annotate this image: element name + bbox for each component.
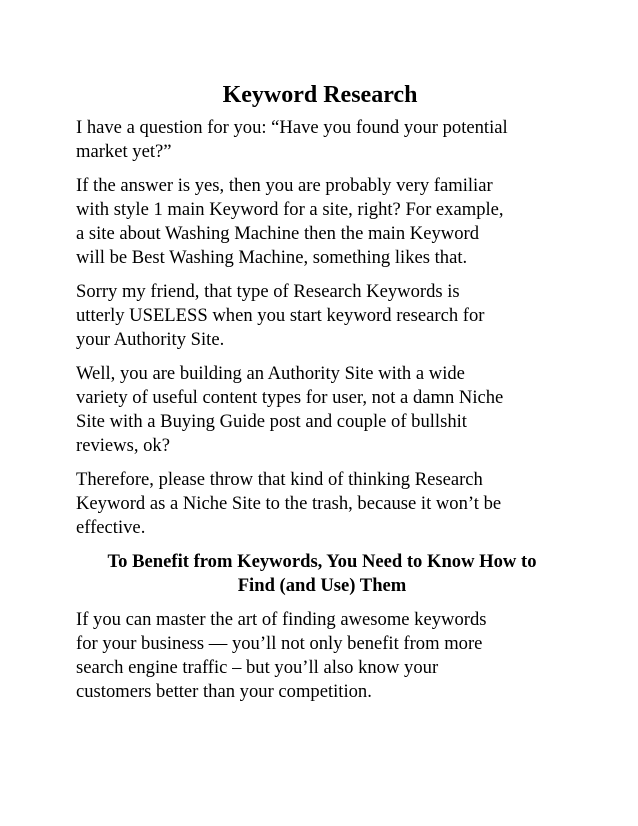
paragraph-line: with style 1 main Keyword for a site, right? For example, [76, 199, 504, 220]
paragraph-authority [76, 362, 568, 458]
paragraph-line: your Authority Site. [76, 329, 225, 350]
page-title: Keyword Research [222, 82, 418, 108]
paragraph-line: market yet?” [76, 141, 172, 162]
paragraph-line: variety of useful content types for user, not a damn Niche [76, 387, 504, 408]
paragraph-line: If you can master the art of finding awesome keywords [76, 609, 487, 630]
paragraph-line: search engine traffic – but you’ll also know your [76, 657, 439, 678]
paragraph-line: effective. [76, 517, 146, 538]
section-subheading [76, 550, 568, 598]
paragraph-line: Well, you are building an Authority Site with a wide [76, 363, 465, 384]
document-page [76, 80, 568, 714]
subheading-line: Find (and Use) Them [237, 575, 407, 596]
paragraph-line: for your business — you’ll not only benefit from more [76, 633, 483, 654]
paragraph-line: utterly USELESS when you start keyword research for [76, 305, 485, 326]
paragraph-line: reviews, ok? [76, 435, 170, 456]
paragraph-answer [76, 174, 568, 270]
paragraph-question [76, 116, 568, 164]
paragraph-line: I have a question for you: “Have you found your potential [76, 117, 508, 138]
subheading-line: To Benefit from Keywords, You Need to Know How to [107, 551, 537, 572]
paragraph-line: Keyword as a Niche Site to the trash, because it won’t be [76, 493, 502, 514]
paragraph-line: Sorry my friend, that type of Research Keywords is [76, 281, 460, 302]
paragraph-therefore [76, 468, 568, 540]
paragraph-line: If the answer is yes, then you are probably very familiar [76, 175, 493, 196]
paragraph-line: will be Best Washing Machine, something likes that. [76, 247, 468, 268]
paragraph-closing [76, 608, 568, 704]
paragraph-line: Therefore, please throw that kind of thinking Research [76, 469, 483, 490]
paragraph-line: customers better than your competition. [76, 681, 372, 702]
paragraph-line: a site about Washing Machine then the main Keyword [76, 223, 479, 244]
paragraph-sorry [76, 280, 568, 352]
paragraph-line: Site with a Buying Guide post and couple of bullshit [76, 411, 467, 432]
